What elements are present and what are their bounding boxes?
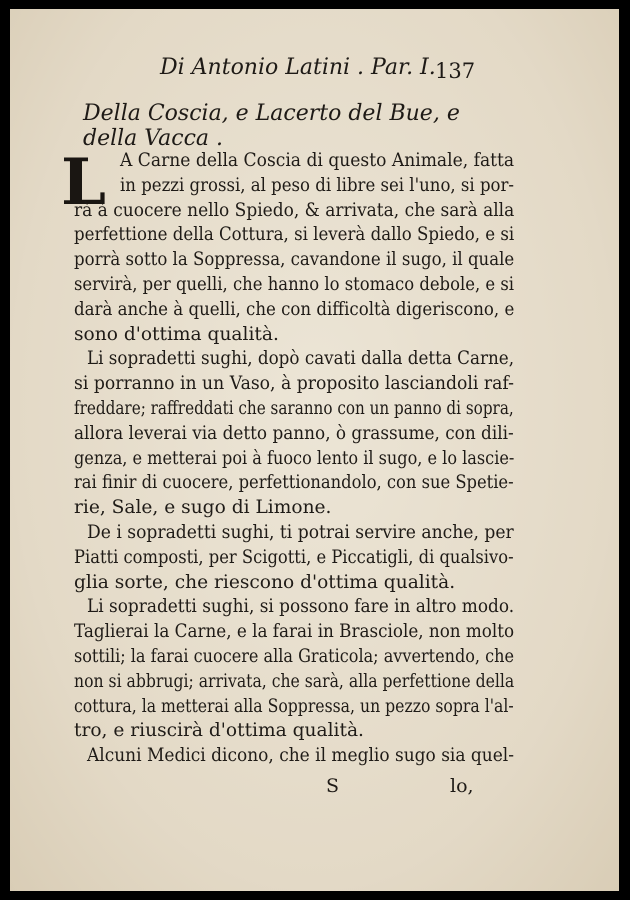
text-line: Li sopradetti sughi, si possono fare in altro modo.: [87, 596, 515, 618]
text-line: freddare; raffreddati che saranno con un panno di sopra,: [74, 397, 514, 419]
text-line: in pezzi grossi, al peso di libre sei l'uno, si por-: [120, 174, 514, 196]
text-line: Piatti composti, per Scigotti, e Piccatigli, di qualsivo-: [74, 546, 514, 568]
drop-cap: L: [61, 145, 106, 220]
text-line: rai finir di cuocere, perfettionandolo, con sue Spetie-: [74, 472, 514, 494]
text-line: porrà sotto la Soppressa, cavandone il sugo, il quale: [74, 249, 515, 271]
text-line: sottili; la farai cuocere alla Graticola; avvertendo, che: [74, 645, 515, 667]
text-line: sono d'ottima qualità.: [74, 323, 279, 345]
catchword: lo,: [450, 775, 474, 797]
paragraph-5: [74, 744, 514, 769]
body-text: [61, 145, 515, 769]
text-line: rà à cuocere nello Spiedo, & arrivata, che sarà alla: [74, 199, 515, 221]
signature-mark: S: [326, 775, 340, 797]
text-line: Taglierai la Carne, e la farai in Brasciole, non molto: [74, 621, 515, 643]
running-title: Di Antonio Latini . Par. I.: [160, 55, 436, 80]
book-page: [10, 9, 619, 891]
paragraph-2: [74, 347, 514, 521]
text-line: Alcuni Medici dicono, che il meglio sugo sia quel-: [87, 745, 514, 767]
text-line: non si abbrugi; arrivata, che sarà, alla perfettione della: [74, 670, 515, 692]
text-line: rie, Sale, e sugo di Limone.: [74, 497, 332, 519]
text-line: perfettione della Cottura, si leverà dallo Spiedo, e si: [74, 224, 515, 246]
text-line: tro, e riuscirà d'ottima qualità.: [74, 720, 364, 742]
section-title: Della Coscia, e Lacerto del Bue, e della Vacca .: [83, 101, 460, 151]
text-line: si porranno in un Vaso, à proposito lasciandoli raf-: [74, 373, 514, 395]
paragraph-4: [74, 595, 514, 744]
text-line: allora leverai via detto panno, ò grassume, con dili-: [74, 422, 514, 444]
paragraph-1: [61, 145, 515, 347]
text-line: Li sopradetti sughi, dopò cavati dalla detta Carne,: [87, 348, 515, 370]
text-line: A Carne della Coscia di questo Animale, fatta: [120, 150, 515, 171]
paragraph-3: [74, 521, 514, 595]
text-line: servirà, per quelli, che hanno lo stomaco debole, e si: [74, 273, 515, 295]
text-line: genza, e metterai poi à fuoco lento il sugo, e lo lascie-: [74, 447, 515, 469]
text-line: cottura, la metterai alla Soppressa, un pezzo sopra l'al-: [74, 695, 514, 717]
text-line: glia sorte, che riescono d'ottima qualità.: [74, 571, 456, 593]
page-number: 137: [435, 59, 476, 83]
text-line: darà anche à quelli, che con difficoltà digeriscono, e: [74, 298, 515, 320]
text-line: De i sopradetti sughi, ti potrai servire anche, per: [87, 521, 514, 543]
